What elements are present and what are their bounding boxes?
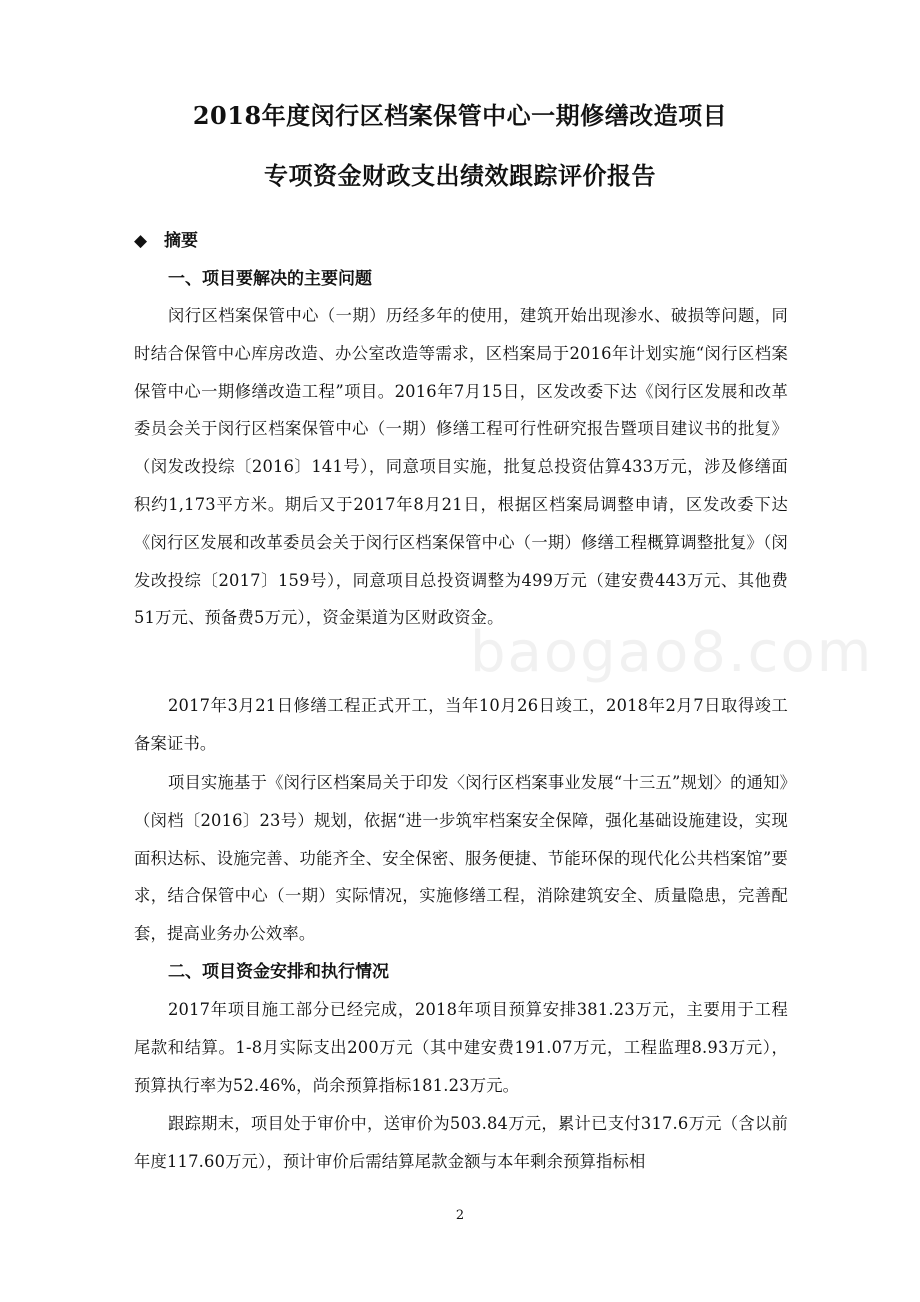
section-1-paragraph-3: 项目实施基于《闵行区档案局关于印发〈闵行区档案事业发展“十三五”规划〉的通知》（闵档〔2016〕23号）规划，依据“进一步筑牢档案安全保障，强化基础设施建设，实现面积达标、设施完善、功能齐全、安全保密、服务便捷、节能环保的现代化公共档案馆”要求，结合保管中心（一期）实际情况，实施修缮工程，消除建筑安全、质量隐患，完善配套，提高业务办公效率。 — [134, 773, 788, 944]
section-2-heading: 二、项目资金安排和执行情况 — [168, 962, 389, 982]
summary-heading — [134, 228, 198, 254]
section-2-paragraph-1: 2017年项目施工部分已经完成，2018年项目预算安排381.23万元，主要用于工程尾款和结算。1-8月实际支出200万元（其中建安费191.07万元，工程监理8.93万元），预算执行率为52.46%，尚余预算指标181.23万元。 — [134, 1000, 788, 1095]
report-title-line-2: 专项资金财政支出绩效跟踪评价报告 — [264, 161, 656, 190]
section-1-paragraph-2: 2017年3月21日修缮工程正式开工，当年10月26日竣工，2018年2月7日取得竣工备案证书。 — [134, 696, 788, 753]
report-title-line-1: 2018年度闵行区档案保管中心一期修缮改造项目 — [192, 101, 728, 130]
section-1-heading: 一、项目要解决的主要问题 — [168, 269, 372, 289]
section-1-paragraph-1: 闵行区档案保管中心（一期）历经多年的使用，建筑开始出现渗水、破损等问题，同时结合保管中心库房改造、办公室改造等需求，区档案局于2016年计划实施“闵行区档案保管中心一期修缮改造工程”项目。2016年7月15日，区发改委下达《闵行区发展和改革委员会关于闵行区档案保管中心（一期）修缮工程可行性研究报告暨项目建议书的批复》（闵发改投综〔2016〕141号），同意项目实施，批复总投资估算433万元，涉及修缮面积约1,173平方米。期后又于2017年8月21日，根据区档案局调整申请，区发改委下达《闵行区发展和改革委员会关于闵行区档案保管中心（一期）修缮工程概算调整批复》（闵发改投综〔2017〕159号），同意项目总投资调整为499万元（建安费443万元、其他费51万元、预备费5万元），资金渠道为区财政资金。 — [134, 306, 788, 628]
diamond-bullet-icon: ◆ — [134, 231, 148, 251]
watermark: baogao8.com — [470, 620, 874, 685]
summary-label: 摘要 — [164, 231, 198, 251]
section-2-paragraph-2: 跟踪期末，项目处于审价中，送审价为503.84万元，累计已支付317.6万元（含以前年度117.60万元），预计审价后需结算尾款金额与本年剩余预算指标相 — [134, 1114, 788, 1171]
page-number: 2 — [455, 1208, 465, 1223]
